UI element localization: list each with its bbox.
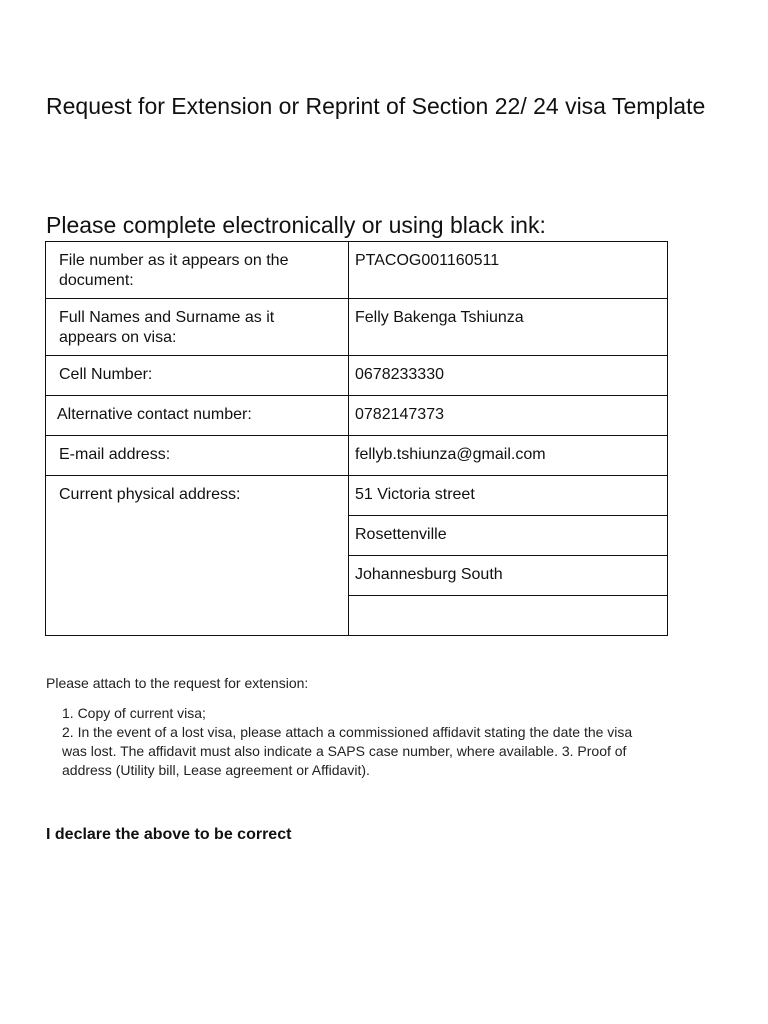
cell-number-value[interactable]: 0678233330: [349, 356, 668, 396]
email-label: E-mail address:: [46, 436, 349, 476]
attachment-list: 1. Copy of current visa; 2. In the event of a lost visa, please attach a commissioned affidavit stating the date the visa was lost. The affidavit must also indicate a SAPS case number, where available. 3. Proof of address (Utility bill, Lease agreement or Affidavit).: [62, 705, 633, 778]
form-row-alternative-number: [46, 396, 668, 436]
email-value[interactable]: fellyb.tshiunza@gmail.com: [349, 436, 668, 476]
page-title: Request for Extension or Reprint of Section 22/ 24 visa Template: [46, 93, 706, 119]
form-row-file-number: [46, 242, 668, 299]
alternative-number-label: Alternative contact number:: [46, 396, 349, 436]
alternative-number-value[interactable]: 0782147373: [349, 396, 668, 436]
address-label: Current physical address:: [46, 476, 349, 636]
full-names-value[interactable]: Felly Bakenga Tshiunza: [349, 299, 668, 356]
full-names-label: Full Names and Surname as it appears on visa:: [46, 299, 349, 356]
form-row-cell-number: [46, 356, 668, 396]
address-line-2[interactable]: Rosettenville: [349, 516, 668, 556]
form-instruction: Please complete electronically or using black ink:: [46, 212, 546, 238]
file-number-value[interactable]: PTACOG001160511: [349, 242, 668, 299]
address-line-4[interactable]: [349, 596, 668, 636]
cell-number-label: Cell Number:: [46, 356, 349, 396]
form-row-email: [46, 436, 668, 476]
form-row-address-line-1: [46, 476, 668, 516]
file-number-label: File number as it appears on the document:: [46, 242, 349, 299]
form-row-full-names: [46, 299, 668, 356]
declaration-statement: I declare the above to be correct: [46, 826, 292, 843]
visa-request-form: [45, 241, 668, 636]
address-line-3[interactable]: Johannesburg South: [349, 556, 668, 596]
address-line-1[interactable]: 51 Victoria street: [349, 476, 668, 516]
attachment-intro: Please attach to the request for extension:: [46, 675, 309, 691]
